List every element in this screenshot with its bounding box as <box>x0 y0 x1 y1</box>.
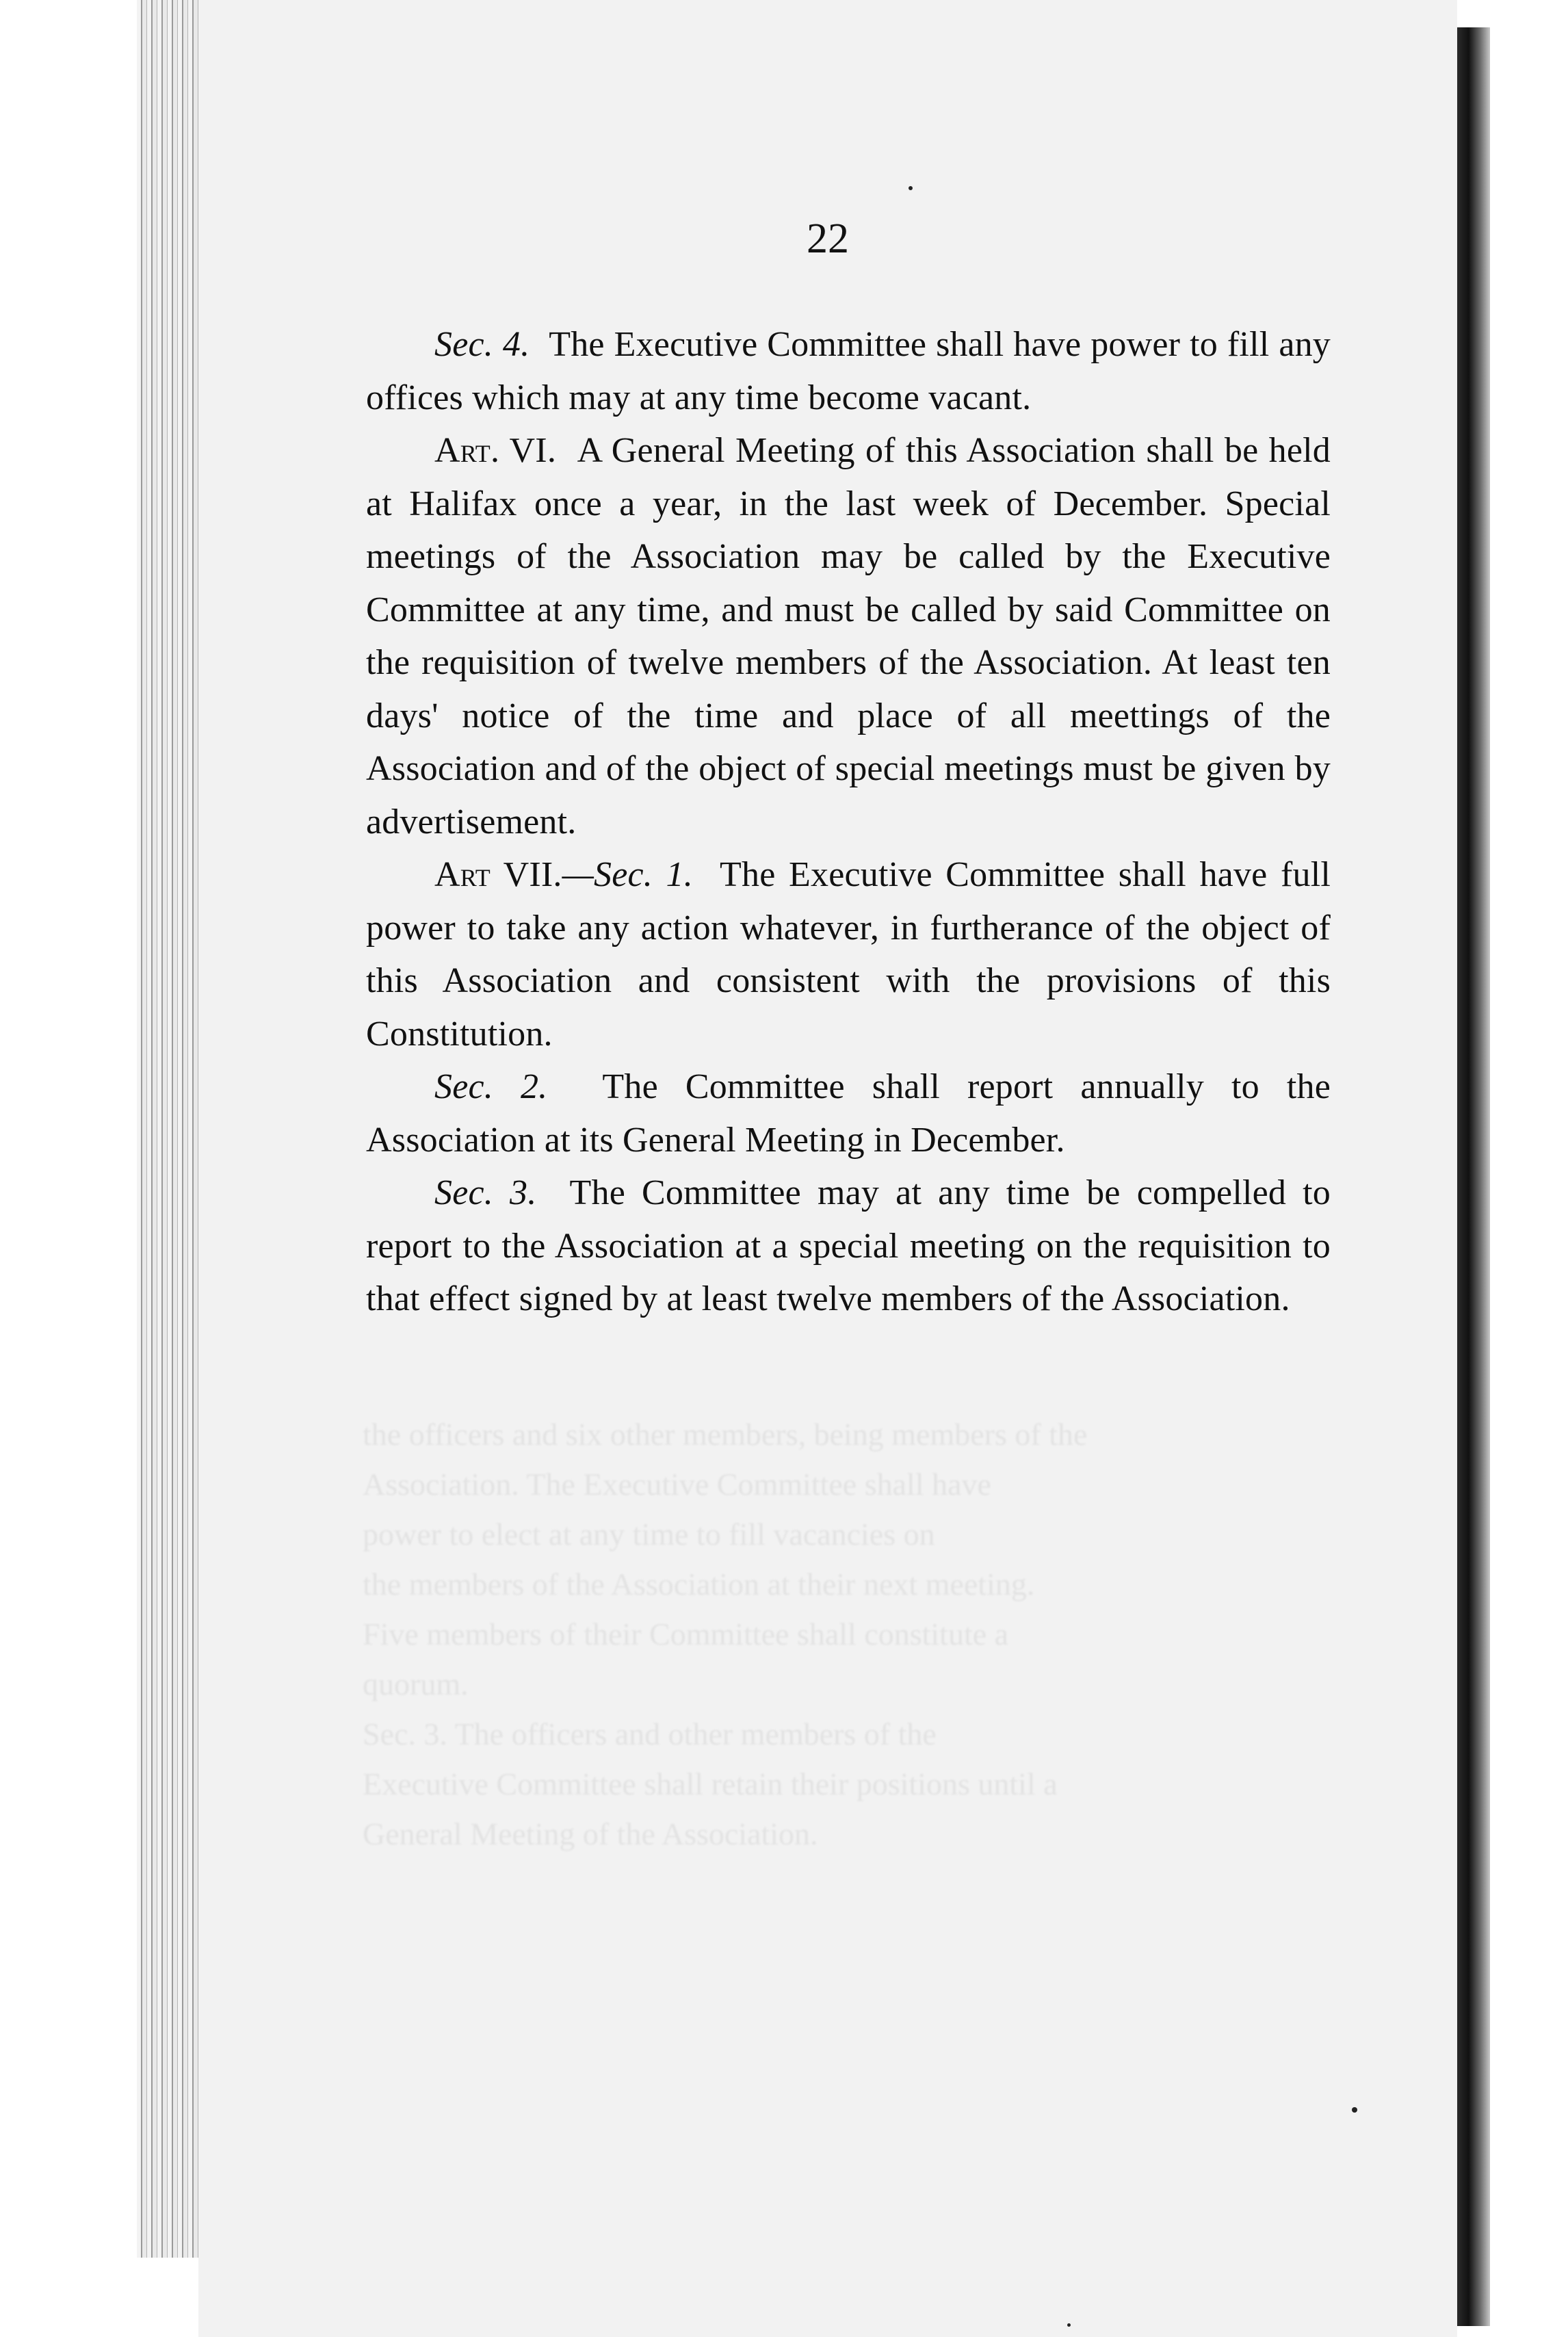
bleed-line: the officers and six other members, being members of the <box>363 1417 1088 1452</box>
paragraph-art-7-sec-1 <box>366 848 1331 1060</box>
paragraph-sec-2 <box>366 1060 1331 1166</box>
paragraph-art-6 <box>366 424 1331 848</box>
section-label: Sec. 4. <box>434 325 530 364</box>
paragraph-text: A General Meeting of this Association shall be held at Halifax once a year, in the last week of December. Special meetings of the Association may be called by the Executive Committee at any time, and must be called by said Committee on the requisition of twelve members of the Association. At least ten days' notice of the time and place of all meettings of the Association and of the object of special meetings must be given by advertisement. <box>366 431 1331 841</box>
paragraph-text: The Executive Committee shall have power to fill any offices which may at any time become vacant. <box>366 325 1331 417</box>
page-stack-edges <box>137 0 198 2258</box>
section-label: Sec. 2. <box>434 1067 548 1106</box>
paragraph-sec-4 <box>366 318 1331 424</box>
bleed-line: General Meeting of the Association. <box>363 1816 818 1851</box>
article-label: Art. VI. <box>434 431 557 470</box>
bleed-line: Five members of their Committee shall constitute a <box>363 1617 1009 1651</box>
section-label: Sec. 3. <box>434 1173 537 1212</box>
bleed-line: Executive Committee shall retain their positions until a <box>363 1766 1058 1801</box>
binding-shadow <box>1457 27 1490 2326</box>
bleed-line: Sec. 3. The officers and other members of the <box>363 1716 937 1751</box>
article-label: Art VII. <box>434 855 562 894</box>
paragraph-text: The Committee shall report annually to the Association at its General Meeting in December. <box>366 1067 1331 1160</box>
paragraph-text: The Committee may at any time be compelled to report to the Association at a special meeting on the requisition to that effect signed by at least twelve members of the Association. <box>366 1173 1331 1318</box>
bleed-line: quorum. <box>363 1667 469 1701</box>
bleed-line: power to elect at any time to fill vacancies on <box>363 1517 935 1552</box>
paragraph-text: The Executive Committee shall have full power to take any action whatever, in furtherance of the object of this Association and consistent with the provisions of this Constitution. <box>366 855 1331 1054</box>
paragraph-sec-3 <box>366 1166 1331 1326</box>
ink-speck <box>1067 2323 1071 2327</box>
ink-speck <box>1352 2107 1357 2113</box>
body-text <box>366 318 1331 1326</box>
bleed-line: Association. The Executive Committee shall have <box>363 1467 991 1502</box>
bleed-through-text <box>363 1409 1334 1859</box>
scan-margin <box>1490 0 1568 2337</box>
ink-speck <box>909 186 913 190</box>
page-number: 22 <box>807 216 849 262</box>
section-label: —Sec. 1. <box>562 855 693 894</box>
bleed-line: the members of the Association at their next meeting. <box>363 1567 1035 1602</box>
